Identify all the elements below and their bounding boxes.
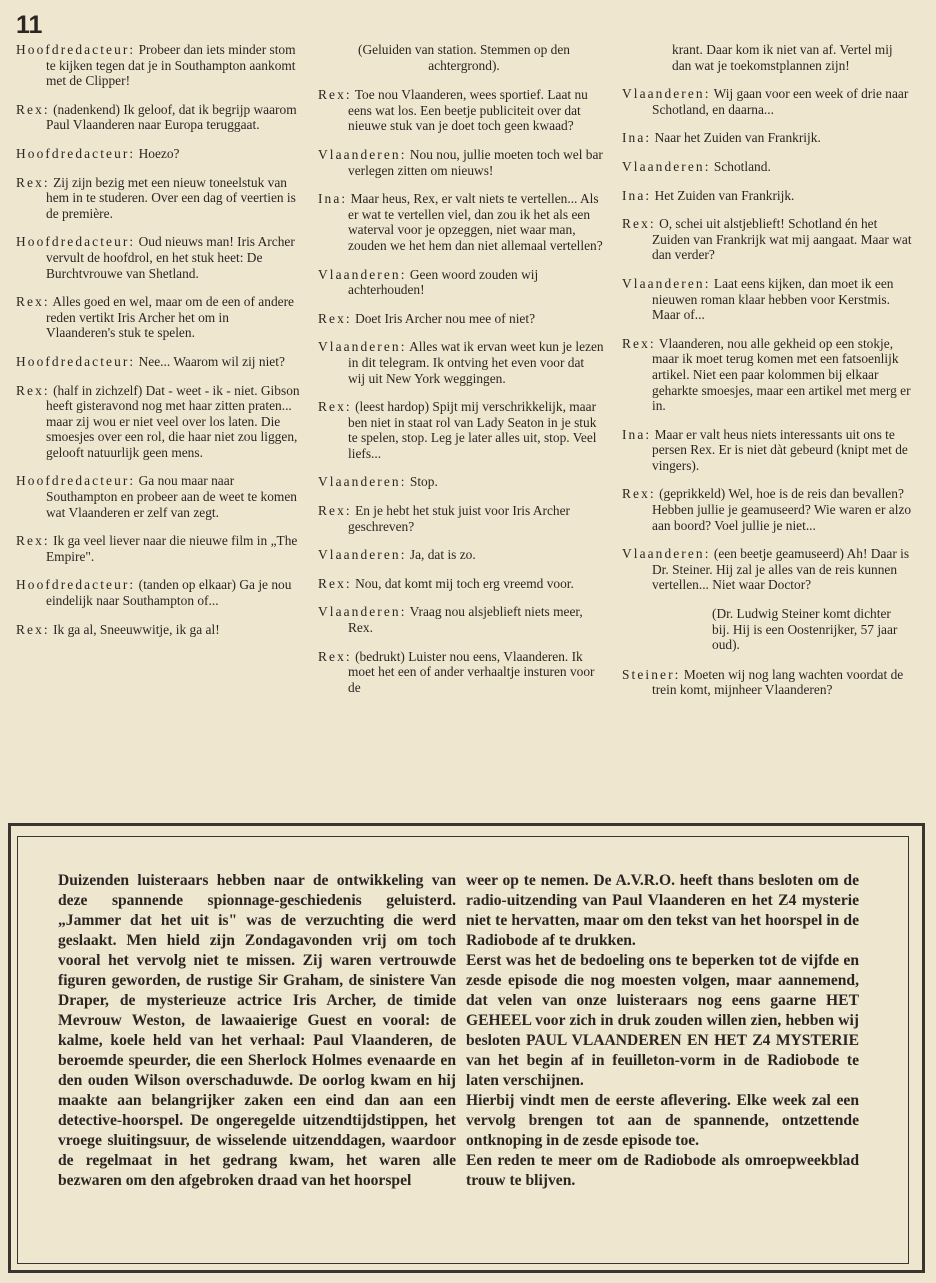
dialogue-line xyxy=(622,86,912,117)
dialogue-text: Nee... Waarom wil zij niet? xyxy=(138,353,285,369)
dialogue-line xyxy=(622,159,912,175)
dialogue-text: Ik ga veel liever naar die nieuwe film in „The Empire". xyxy=(46,533,298,564)
dialogue-line xyxy=(622,276,912,323)
speaker-name: Vlaanderen: xyxy=(622,158,711,174)
speaker-name: Hoofdredacteur: xyxy=(16,145,136,161)
dialogue-text: Het Zuiden van Frankrijk. xyxy=(654,187,795,203)
dialogue-text: Laat eens kijken, dan moet ik een nieuwen roman klaar hebben voor Kerstmis. Maar of... xyxy=(652,275,894,323)
dialogue-line xyxy=(16,533,300,564)
dialogue-line xyxy=(622,130,912,146)
dialogue-line xyxy=(318,311,604,327)
speaker-name: Hoofdredacteur: xyxy=(16,473,136,489)
dialogue-text: Geen woord zouden wij achterhouden! xyxy=(348,266,539,298)
dialogue-text: Alles wat ik ervan weet kun je lezen in dit telegram. Ik ontving het even voor dat wij uit New York weggingen. xyxy=(348,339,604,386)
dialogue-text: Ik ga al, Sneeuwwitje, ik ga al! xyxy=(53,621,220,637)
dialogue-column-2 xyxy=(318,42,604,708)
dialogue-line xyxy=(622,336,912,414)
dialogue-text: Ga nou maar naar Southampton en probeer aan de weet te komen wat Vlaanderen er zelf van zegt. xyxy=(46,473,297,520)
dialogue-line xyxy=(16,234,300,281)
dialogue-text: Stop. xyxy=(409,474,438,490)
speaker-name: Steiner: xyxy=(622,666,681,682)
dialogue-line xyxy=(16,473,300,520)
stage-direction: (Dr. Ludwig Steiner komt dichter bij. Hij is een Oostenrijker, 57 jaar oud). xyxy=(712,606,898,653)
dialogue-text: (een beetje geamuseerd) Ah! Daar is Dr. Steiner. Hij zal je alles van de reis kunnen vertellen... Niet waar Doctor? xyxy=(652,546,910,593)
notice-left-column xyxy=(58,871,456,1191)
speaker-name: Vlaanderen: xyxy=(318,547,407,563)
speaker-name: Hoofdredacteur: xyxy=(16,353,136,369)
notice-paragraph: Duizenden luisteraars hebben naar de ontwikkeling van deze spannende spionnage-geschiedenis geluisterd. „Jammer dat het uit is" was de verzuchting die werd geslaakt. Men hield zijn Zondagavonden vrij om toch vooral het vervolg niet te missen. Zij waren vertrouwde figuren geworden, de rustige Sir Graham, de sinistere Van Draper, de mysterieuze actrice Iris Archer, de timide Mevrouw Weston, de lawaaierige Guest en vooral: de kalme, koele held van het verhaal: Paul Vlaanderen, de beroemde speurder, die een Sherlock Holmes evenaarde en den ouden Wilson overschaduwde. De oorlog kwam en hij maakte aan belangrijker zaken een eind dan aan een detective-hoorspel. De ongeregelde uitzendtijdstippen, het vroege sluitingsuur, de wisselende uitzenddagen, waardoor de regelmaat in het gedrang kwam, het waren alle bezwaren om den afgebroken draad van het hoorspel xyxy=(58,872,456,1189)
speaker-name: Rex: xyxy=(318,87,352,103)
speaker-name: Rex: xyxy=(16,382,50,398)
speaker-name: Ina: xyxy=(318,191,348,207)
dialogue-text: Probeer dan iets minder stom te kijken tegen dat je in Southampton aankomt met de Clipper! xyxy=(46,42,296,89)
dialogue-text: Wij gaan voor een week of drie naar Schotland, en daarna... xyxy=(652,86,909,117)
speaker-name: Rex: xyxy=(16,101,50,117)
dialogue-text: Maar er valt heus niets interessants uit ons te persen Rex. Er is niet dàt gebeurd (knipt met de vingers). xyxy=(652,426,908,473)
notice-paragraph: Hierbij vindt men de eerste aflevering. Elke week zal een vervolg brengen tot aan de spannende, ontzettende ontknoping in de zesde episode toe. xyxy=(466,1092,859,1149)
notice-paragraph: Een reden te meer om de Radiobode als omroepweekblad trouw te blijven. xyxy=(466,1152,859,1189)
dialogue-text: (nadenkend) Ik geloof, dat ik begrijp waarom Paul Vlaanderen naar Europa teruggaat. xyxy=(46,101,297,133)
dialogue-line xyxy=(318,649,604,696)
speaker-name: Rex: xyxy=(16,621,50,637)
speaker-name: Rex: xyxy=(622,216,656,232)
dialogue-text: Oud nieuws man! Iris Archer vervult de hoofdrol, en het stuk heet: De Burchtvrouwe van Shetland. xyxy=(46,234,295,281)
speaker-name: Rex: xyxy=(318,648,352,664)
dialogue-continuation: krant. Daar kom ik niet van af. Vertel mij dan wat je toekomstplannen zijn! xyxy=(672,42,893,73)
dialogue-text: (half in zichzelf) Dat - weet - ik - niet. Gibson heeft gisteravond nog met haar zitten praten... maar zij wou er niet veel over los laten. Die smoesjes over een rol, die haar niet zou liggen, gelooft natuurlijk geen mens. xyxy=(46,382,300,460)
speaker-name: Rex: xyxy=(16,533,50,549)
speaker-name: Vlaanderen: xyxy=(318,339,407,355)
speaker-name: Hoofdredacteur: xyxy=(16,42,136,57)
dialogue-line xyxy=(318,147,604,178)
dialogue-text: (leest hardop) Spijt mij verschrikkelijk, maar ben niet in staat rol van Lady Seaton in je stuk te spelen, stop. Leg je later alles uit, stop. Veel liefs... xyxy=(348,399,597,461)
dialogue-text: Naar het Zuiden van Frankrijk. xyxy=(654,130,821,146)
dialogue-text: Doet Iris Archer nou mee of niet? xyxy=(355,310,536,326)
notice-paragraph: weer op te nemen. De A.V.R.O. heeft thans besloten om de radio-uitzending van Paul Vlaanderen en het Z4 mysterie niet te hervatten, maar om den tekst van het hoorspel in de Radiobode af te drukken. xyxy=(466,872,859,949)
dialogue-line xyxy=(16,294,300,341)
notice-right-column xyxy=(466,871,859,1191)
dialogue-line xyxy=(622,486,912,533)
dialogue-line xyxy=(318,191,604,253)
dialogue-line xyxy=(622,427,912,474)
speaker-name: Hoofdredacteur: xyxy=(16,234,136,250)
dialogue-text: Schotland. xyxy=(713,158,771,174)
speaker-name: Rex: xyxy=(318,575,352,591)
speaker-name: Rex: xyxy=(318,503,352,519)
dialogue-text: Maar heus, Rex, er valt niets te vertellen... Als er wat te vertellen viel, dan zou ik het als een waterval voor je opzeggen, niet waar man, zouden we het hem dan niet allemaal vertellen? xyxy=(348,191,603,253)
dialogue-text: Nou, dat komt mij toch erg vreemd voor. xyxy=(355,575,574,591)
stage-direction: (Geluiden van station. Stemmen op den achtergrond). xyxy=(358,42,570,73)
dialogue-column-1 xyxy=(16,42,300,650)
dialogue-line xyxy=(622,546,912,593)
dialogue-line xyxy=(16,175,300,222)
dialogue-line xyxy=(622,188,912,204)
dialogue-text: (tanden op elkaar) Ga je nou eindelijk naar Southampton of... xyxy=(46,577,292,609)
speaker-name: Vlaanderen: xyxy=(622,546,711,562)
speaker-name: Ina: xyxy=(622,426,652,442)
dialogue-text: O, schei uit alstjeblieft! Schotland én het Zuiden van Frankrijk wat mij aangaat. Maar wat dan verder? xyxy=(652,216,912,263)
dialogue-text: Ja, dat is zo. xyxy=(409,547,476,563)
dialogue-text: (bedrukt) Luister nou eens, Vlaanderen. Ik moet het een of ander verhaaltje insturen voor de xyxy=(348,648,595,695)
speaker-name: Rex: xyxy=(318,399,352,415)
speaker-name: Hoofdredacteur: xyxy=(16,577,136,593)
speaker-name: Vlaanderen: xyxy=(622,275,711,291)
speaker-name: Ina: xyxy=(622,187,652,203)
speaker-name: Rex: xyxy=(622,486,656,502)
dialogue-line xyxy=(16,102,300,133)
speaker-name: Vlaanderen: xyxy=(622,86,711,102)
dialogue-line xyxy=(16,42,300,89)
dialogue-text: Zij zijn bezig met een nieuw toneelstuk van hem in te studeren. Over een dag of veertien is de première. xyxy=(46,174,296,221)
dialogue-text: Toe nou Vlaanderen, wees sportief. Laat nu eens wat los. Een beetje publiciteit over dat nieuwe stuk van je doet toch geen kwaad? xyxy=(348,87,588,134)
speaker-name: Rex: xyxy=(622,335,656,351)
dialogue-line xyxy=(16,383,300,461)
dialogue-text: Moeten wij nog lang wachten voordat de trein komt, mijnheer Vlaanderen? xyxy=(652,666,904,698)
dialogue-line xyxy=(16,354,300,370)
dialogue-text: Vraag nou alsjeblieft niets meer, Rex. xyxy=(348,604,583,636)
dialogue-line xyxy=(318,503,604,534)
speaker-name: Vlaanderen: xyxy=(318,604,407,620)
dialogue-text: Nou nou, jullie moeten toch wel bar verlegen zitten om nieuws! xyxy=(348,146,603,178)
dialogue-line xyxy=(318,87,604,134)
dialogue-line xyxy=(318,576,604,592)
dialogue-line xyxy=(622,216,912,263)
speaker-name: Vlaanderen: xyxy=(318,146,407,162)
dialogue-line xyxy=(318,474,604,490)
page-number: 11 xyxy=(16,11,43,39)
speaker-name: Rex: xyxy=(16,174,50,190)
dialogue-line xyxy=(318,399,604,461)
speaker-name: Ina: xyxy=(622,130,652,146)
dialogue-column-3 xyxy=(622,42,912,711)
dialogue-line xyxy=(318,267,604,298)
dialogue-text: En je hebt het stuk juist voor Iris Archer geschreven? xyxy=(348,503,571,534)
dialogue-text: Hoezo? xyxy=(138,145,180,161)
notice-paragraph: Eerst was het de bedoeling ons te beperken tot de vijfde en zesde episode die nog moesten volgen, maar aannemend, dat velen van onze luisteraars nog eens gaarne HET GEHEEL voor zich in druk zouden willen zien, hebben wij besloten PAUL VLAANDEREN EN HET Z4 MYSTERIE van het begin af in feuilleton-vorm in de Radiobode te laten verschijnen. xyxy=(466,952,859,1089)
dialogue-text: Vlaanderen, nou alle gekheid op een stokje, maar ik moet terug komen met een fatsoenlijk artikel. Niet een paar kolommen bij elkaar geharkte smoesjes, maar een artikel met merg er in. xyxy=(652,335,911,414)
speaker-name: Vlaanderen: xyxy=(318,266,407,282)
dialogue-line xyxy=(318,547,604,563)
dialogue-line xyxy=(16,622,300,638)
dialogue-text: Alles goed en wel, maar om de een of andere reden vertikt Iris Archer het om in Vlaanderen's stuk te spelen. xyxy=(46,294,294,341)
dialogue-line xyxy=(622,667,912,698)
speaker-name: Vlaanderen: xyxy=(318,474,407,490)
dialogue-line xyxy=(318,604,604,635)
dialogue-line xyxy=(318,339,604,386)
dialogue-line xyxy=(16,577,300,608)
dialogue-line xyxy=(16,146,300,162)
speaker-name: Rex: xyxy=(16,294,50,310)
dialogue-text: (geprikkeld) Wel, hoe is de reis dan bevallen? Hebben jullie je geamuseerd? Wie waren er alzo aan boord? Voel jullie je niet... xyxy=(652,486,912,533)
speaker-name: Rex: xyxy=(318,310,352,326)
